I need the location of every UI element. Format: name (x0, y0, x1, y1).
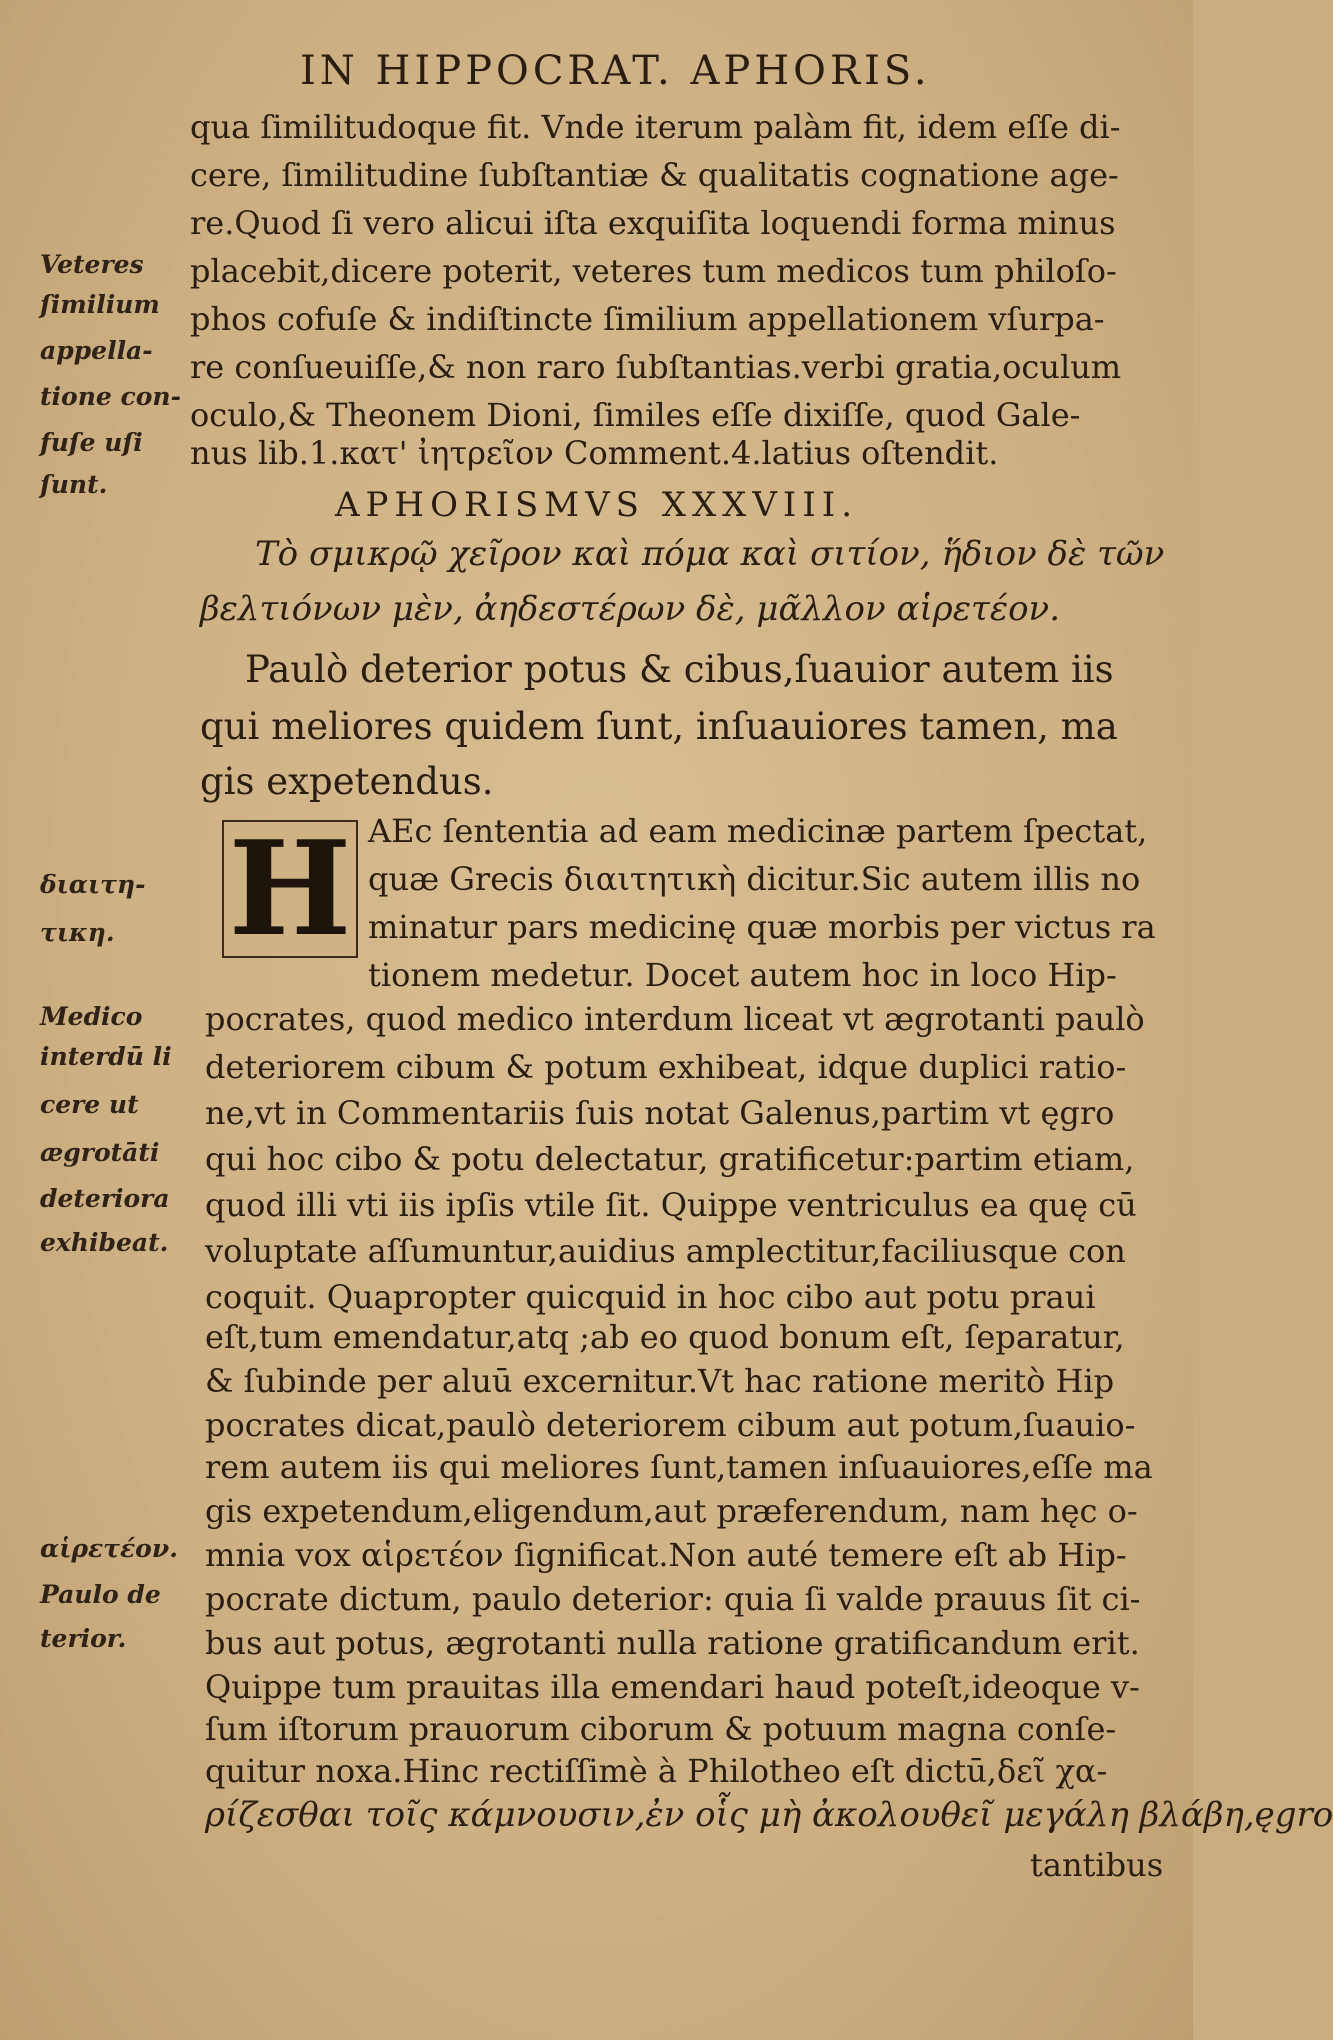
body-line: bus aut potus, ægrotanti nulla ratione gratificandum erit. (205, 1624, 1140, 1662)
body-line: eſt,tum emendatur,atq ;ab eo quod bonum eſt, ſeparatur, (205, 1318, 1125, 1356)
body-line: pocrate dictum, paulo deterior: quia ſi valde prauus ſit ci- (205, 1580, 1141, 1618)
aphorism-heading: APHORISMVS XXXVIII. (335, 485, 859, 525)
body-line: ρίζεσθαι τοῖς κάμνουσιν,ἐν οἷς μὴ ἀκολουθεῖ μεγάλη βλάβη,ęgro (205, 1795, 1333, 1835)
margin-note-line: Paulo de (40, 1580, 161, 1609)
margin-note-line: interdū li (40, 1042, 172, 1071)
body-line: pocrates, quod medico interdum liceat vt ægrotanti paulò (205, 1000, 1145, 1038)
body-line: tionem medetur. Docet autem hoc in loco Hip- (368, 956, 1117, 994)
body-line: quod illi vti iis ipſis vtile ſit. Quippe ventriculus ea quę cū (205, 1186, 1137, 1224)
body-line: phos cofuſe & indiſtincte ſimilium appellationem vſurpa- (190, 300, 1105, 338)
body-line: pocrates dicat,paulò deteriorem cibum aut potum,ſuauio- (205, 1406, 1136, 1444)
body-line: quitur noxa.Hinc rectiſſimè à Philotheo eſt dictū,δεῖ χα- (205, 1752, 1108, 1790)
running-head: IN HIPPOCRAT. APHORIS. (300, 48, 931, 94)
margin-note-line: διαιτη- (40, 870, 146, 899)
body-line: deteriorem cibum & potum exhibeat, idque duplici ratio- (205, 1048, 1127, 1086)
body-line: ſum iſtorum prauorum ciborum & potuum magna conſe- (205, 1710, 1117, 1748)
margin-note-line: tione con- (40, 382, 181, 411)
body-line: oculo,& Theonem Dioni, ſimiles eſſe dixiſſe, quod Gale- (190, 396, 1081, 434)
body-line: quæ Grecis διαιτητικὴ dicitur.Sic autem illis no (368, 860, 1141, 898)
body-line: minatur pars medicinę quæ morbis per victus ra (368, 908, 1156, 946)
greek-line: βελτιόνων μὲν, ἀηδεστέρων δὲ, μᾶλλον αἱρετέον. (200, 589, 1061, 629)
body-line: ne,vt in Commentariis ſuis notat Galenus,partim vt ęgro (205, 1094, 1115, 1132)
body-line: voluptate aſſumuntur,auidius amplectitur,faciliusque con (205, 1232, 1126, 1270)
body-line: Quippe tum prauitas illa emendari haud poteſt,ideoque v- (205, 1668, 1140, 1706)
aphorism-line: gis expetendus. (200, 760, 494, 803)
aphorism-line: qui meliores quidem ſunt, inſuauiores tamen, ma (200, 705, 1118, 748)
decorated-initial (222, 812, 358, 965)
body-line: qua ſimilitudoque fit. Vnde iterum palàm fit, idem eſſe di- (190, 108, 1121, 146)
margin-note-line: fuſe uſi (40, 428, 143, 457)
body-line: cere, ſimilitudine ſubſtantiæ & qualitatis cognatione age- (190, 156, 1119, 194)
margin-note-line: appella- (40, 336, 153, 365)
aphorism-line: Paulò deterior potus & cibus,ſuauior autem iis (245, 648, 1114, 691)
margin-note-line: τικη. (40, 918, 115, 947)
greek-line: Τὸ σμικρῷ χεῖρον καὶ πόμα καὶ σιτίον, ἥδιον δὲ τῶν (255, 534, 1165, 574)
body-line: qui hoc cibo & potu delectatur, gratificetur:partim etiam, (205, 1140, 1135, 1178)
body-line: rem autem iis qui meliores ſunt,tamen inſuauiores,eſſe ma (205, 1448, 1153, 1486)
margin-note-line: Medico (40, 1002, 143, 1031)
body-line: gis expetendum,eligendum,aut præferendum, nam hęc o- (205, 1492, 1138, 1530)
body-line: & ſubinde per aluū excernitur.Vt hac ratione meritò Hip (205, 1362, 1115, 1400)
margin-note-line: exhibeat. (40, 1228, 169, 1257)
body-line: coquit. Quapropter quicquid in hoc cibo aut potu praui (205, 1278, 1096, 1316)
margin-note-line: ægrotāti (40, 1138, 160, 1167)
body-line: nus lib.1.κατ' ἰητρεῖον Comment.4.latius oſtendit. (190, 434, 999, 472)
margin-note-line: ſunt. (40, 470, 108, 499)
margin-note-line: Veteres (40, 250, 144, 279)
margin-note-line: cere ut (40, 1090, 139, 1119)
margin-note-line: ſimilium (40, 290, 160, 319)
margin-note-line: αἱρετέον. (40, 1534, 178, 1563)
margin-note-line: deteriora (40, 1184, 170, 1213)
body-line: re conſueuiſſe,& non raro ſubſtantias.verbi gratia,oculum (190, 348, 1122, 386)
initial-letter: H (228, 812, 352, 965)
body-line: AEc ſententia ad eam medicinæ partem ſpectat, (368, 812, 1148, 850)
catchword: tantibus (1030, 1846, 1164, 1884)
body-line: placebit,dicere poterit, veteres tum medicos tum philoſo- (190, 252, 1117, 290)
margin-note-line: terior. (40, 1624, 127, 1653)
body-line: re.Quod ſi vero alicui iſta exquiſita loquendi forma minus (190, 204, 1116, 242)
body-line: mnia vox αἱρετέον ſignificat.Non auté temere eſt ab Hip- (205, 1536, 1127, 1574)
